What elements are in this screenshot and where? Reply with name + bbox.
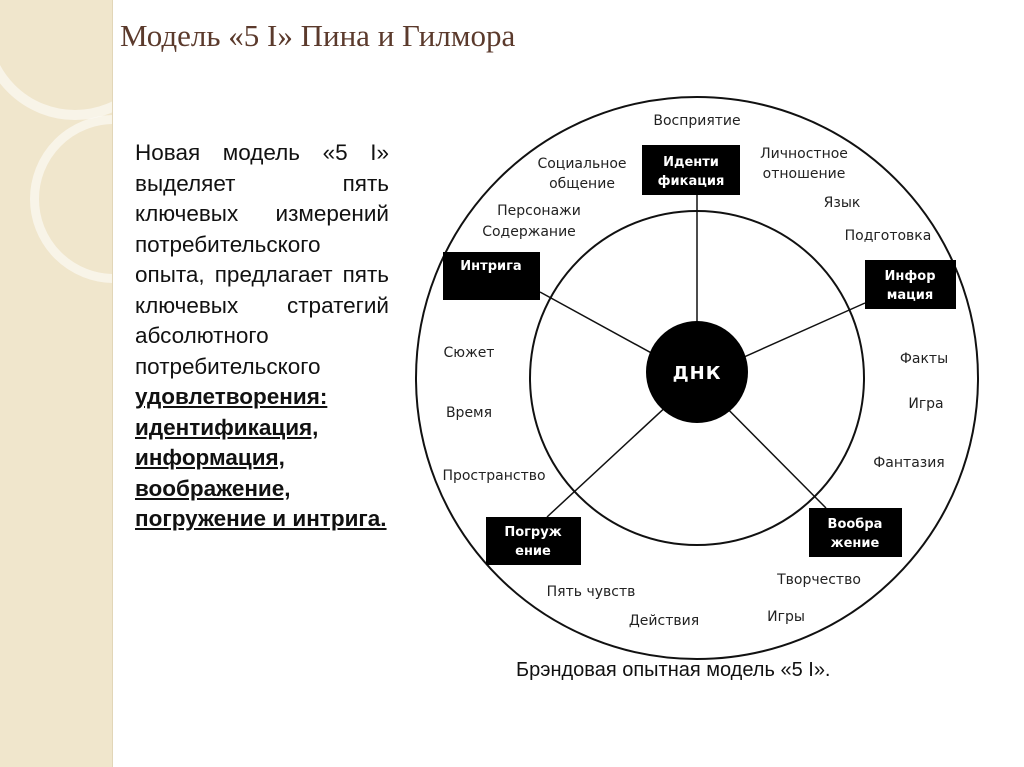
label-podgotovka: Подготовка: [844, 228, 932, 244]
box-identification-line1: Иденти: [663, 155, 719, 170]
label-pyat-chuvstv: Пять чувств: [546, 584, 636, 600]
box-intrigue: [443, 252, 540, 300]
label-igra: Игра: [908, 396, 944, 412]
box-identification: [642, 145, 740, 195]
box-identification-line2: фикация: [657, 174, 725, 189]
box-immersion-line1: Погруж: [504, 525, 562, 540]
label-vremya: Время: [445, 405, 493, 421]
body-emphasis: удовлетворения: идентификация, информация, воображение, погружение и интрига.: [135, 384, 387, 531]
label-prostranstvo: Пространство: [442, 468, 546, 484]
body-intro: Новая модель «5 I» выделяет пять ключевых измерений потребительского опыта, предлагает пять ключевых стратегий абсолютного потребительского: [135, 140, 389, 379]
box-information: [865, 260, 956, 309]
label-personazhi: Персонажи: [497, 203, 581, 219]
label-syuzhet: Сюжет: [443, 345, 495, 361]
box-intrigue-label: Интрига: [460, 259, 522, 274]
label-lichnostnoe-line2: отношение: [762, 166, 846, 182]
diagram-caption: Брэндовая опытная модель «5 I».: [516, 659, 831, 681]
label-tvorchestvo: Творчество: [777, 572, 861, 588]
box-immersion-line2: ение: [515, 544, 551, 559]
label-socialnoe-line2: общение: [549, 176, 615, 192]
label-yazyk: Язык: [823, 195, 861, 211]
label-socialnoe-line1: Социальное: [537, 156, 627, 172]
label-lichnostnoe-line1: Личностное: [760, 146, 848, 162]
label-soderzhanie: Содержание: [482, 224, 576, 240]
box-information-line2: мация: [886, 288, 934, 303]
label-fantaziya: Фантазия: [873, 455, 945, 471]
label-fakty: Факты: [899, 351, 949, 367]
label-igry: Игры: [767, 609, 805, 625]
box-immersion: [486, 517, 581, 565]
box-imagination-line2: жение: [830, 536, 880, 551]
box-imagination-line1: Вообра: [827, 517, 883, 532]
label-vospriyatie: Восприятие: [653, 113, 741, 129]
dnk-label: ДНК: [672, 363, 722, 384]
box-imagination: [809, 508, 902, 557]
slide-title: Модель «5 I» Пина и Гилмора: [120, 18, 516, 53]
box-information-line1: Инфор: [884, 269, 936, 284]
label-deystviya: Действия: [628, 613, 700, 629]
